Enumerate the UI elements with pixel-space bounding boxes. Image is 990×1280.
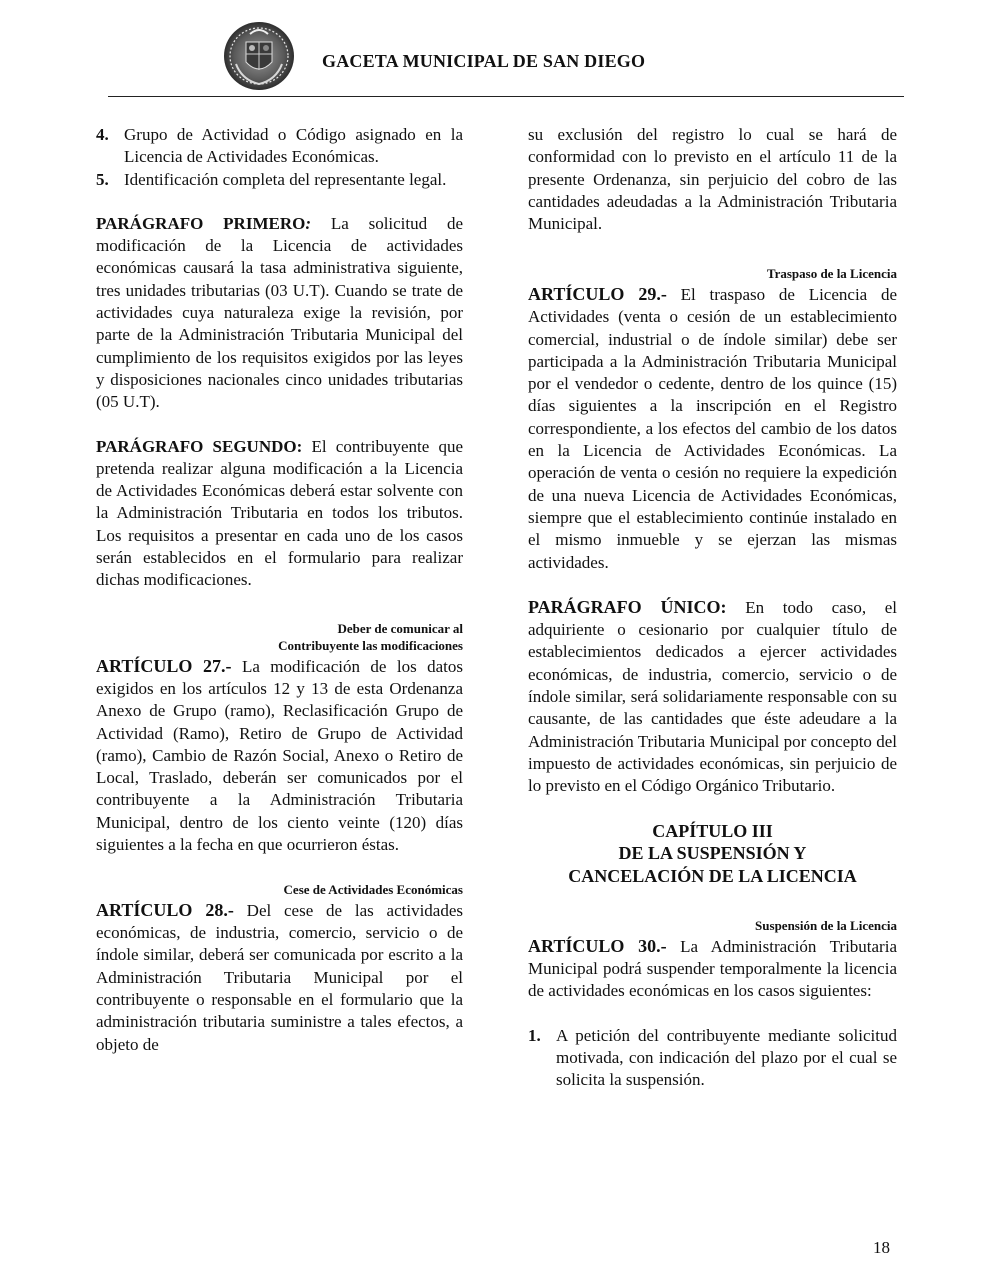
- article-label: ARTÍCULO 29.-: [528, 283, 667, 304]
- paragraph-label-colon: :: [305, 213, 311, 233]
- left-column: [96, 124, 463, 1056]
- page-number: 18: [873, 1238, 890, 1257]
- article-text: El traspaso de Licencia de Actividades (venta o cesión de un establecimiento comercial, industrial o de índole similar) debe ser participada a la Administración Tributaria Municipal por el vendedor o cedente, dentro de los quince (15) días siguientes a la inscripción en el Registro correspondiente, a los efectos del cambio de los datos en la Licencia de Actividades Económicas. La operación de venta o cesión no requiere la expedición de una nueva Licencia de Actividades Económicas, siempre que el establecimiento continúe instalado en el mismo inmueble y se ejerzan las mismas actividades.: [528, 284, 898, 572]
- article-label: ARTÍCULO 28.-: [96, 899, 234, 920]
- article-28: [96, 899, 463, 1056]
- article-28-sidehead: Cese de Actividades Económicas: [283, 882, 463, 898]
- list-item: [96, 124, 463, 169]
- chapter-title-line2: CANCELACIÓN DE LA LICENCIA: [568, 865, 857, 886]
- article-text: Del cese de las actividades económicas, de industria, comercio, servicio o de índole similar, deberá ser comunicada por escrito a la Administración Tributaria Municipal por el contribuyente o responsable en el formulario que la administración tributaria suministre a tales efectos, a objeto de: [96, 900, 463, 1054]
- list-item-number: 4.: [96, 125, 109, 144]
- paragraph-text: En todo caso, el adquiriente o cesionario por cualquier título de establecimientos dedicados a ejercer actividades económicas, de industria, comercio, servicio o de índole similar, será solidariamente responsable con su causante, de las cantidades que éste adeudare a la Administración Tributaria Municipal por concepto del impuesto de actividades económicas, sin perjuicio de lo previsto en el Código Orgánico Tributario.: [528, 597, 897, 796]
- paragrafo-segundo: [96, 436, 463, 592]
- paragrafo-primero: [96, 213, 463, 414]
- article-27: [96, 655, 463, 857]
- chapter-number: CAPÍTULO III: [652, 820, 773, 841]
- list-item: [96, 169, 463, 191]
- list-item: [528, 1025, 897, 1092]
- article-27-sidehead-line2: Contribuyente las modificaciones: [278, 638, 463, 654]
- article-28-continuation: su exclusión del registro lo cual se hará de conformidad con lo previsto en el artículo 11 de la presente Ordenanza, sin perjuicio del cobro de las cantidades adeudadas a la Administración Tributaria Municipal.: [528, 125, 897, 234]
- list-item-number: 1.: [528, 1025, 541, 1045]
- article-text: La Administración Tributaria Municipal podrá suspender temporalmente la licencia de actividades económicas en los casos siguientes:: [528, 936, 897, 1001]
- paragraph-label: PARÁGRAFO SEGUNDO:: [96, 436, 303, 456]
- article-label: ARTÍCULO 30.-: [528, 935, 667, 956]
- article-29-sidehead: Traspaso de la Licencia: [766, 266, 897, 282]
- article-label: ARTÍCULO 27.-: [96, 655, 232, 676]
- list-item-text: Grupo de Actividad o Código asignado en la Licencia de Actividades Económicas.: [124, 125, 463, 167]
- paragrafo-unico: [528, 596, 897, 798]
- article-text: La modificación de los datos exigidos en los artículos 12 y 13 de esta Ordenanza Anexo de Grupo (ramo), Reclasificación Grupo de Actividad (Ramo), Retiro de Grupo de Actividad (ramo), Cambio de Razón Social, Anexo o Retiro de Local, Traslado, deberán ser comunicados por el contribuyente a la Administración Tributaria Municipal, dentro de los ciento veinte (120) días siguientes a la fecha en que ocurrieron éstas.: [96, 656, 464, 855]
- list-item-number: 5.: [96, 169, 109, 189]
- article-30: [528, 935, 897, 1003]
- gazette-title: GACETA MUNICIPAL DE SAN DIEGO: [322, 51, 646, 71]
- paragraph-label: PARÁGRAFO ÚNICO:: [528, 596, 727, 617]
- chapter-title-line1: DE LA SUSPENSIÓN Y: [618, 843, 807, 864]
- chapter-heading: [528, 820, 897, 888]
- paragraph-text: El contribuyente que pretenda realizar alguna modificación a la Licencia de Actividades Económicas deberá estar solvente con la Administración Tributaria en todos los tributos. Los requisitos a presentar en cada uno de los casos serán establecidos en el formulario para realizar dichas modificaciones.: [96, 436, 463, 590]
- paragraph-text: La solicitud de modificación de la Licencia de actividades económicas causará la tasa administrativa siguiente, tres unidades tributarias (03 U.T). Cuando se trate de actividades cuya naturaleza exige la revisión, por parte de la Administración Tributaria Municipal del cumplimiento de los requisitos exigidos por las leyes y disposiciones nacionales cinco unidades tributarias (05 U.T).: [96, 213, 464, 412]
- article-29: [528, 283, 897, 574]
- header-divider: [108, 96, 904, 97]
- page-header: [0, 0, 990, 100]
- list-item-text: Identificación completa del representante legal.: [124, 169, 447, 189]
- paragraph-label: PARÁGRAFO PRIMERO: [96, 213, 306, 233]
- right-column: [528, 124, 897, 1092]
- list-item-text: A petición del contribuyente mediante solicitud motivada, con indicación del plazo por el cual se solicita la suspensión.: [556, 1025, 897, 1090]
- municipal-seal-icon: [222, 18, 296, 92]
- article-27-sidehead-line1: Deber de comunicar al: [337, 620, 463, 636]
- article-30-sidehead: Suspensión de la Licencia: [755, 918, 897, 934]
